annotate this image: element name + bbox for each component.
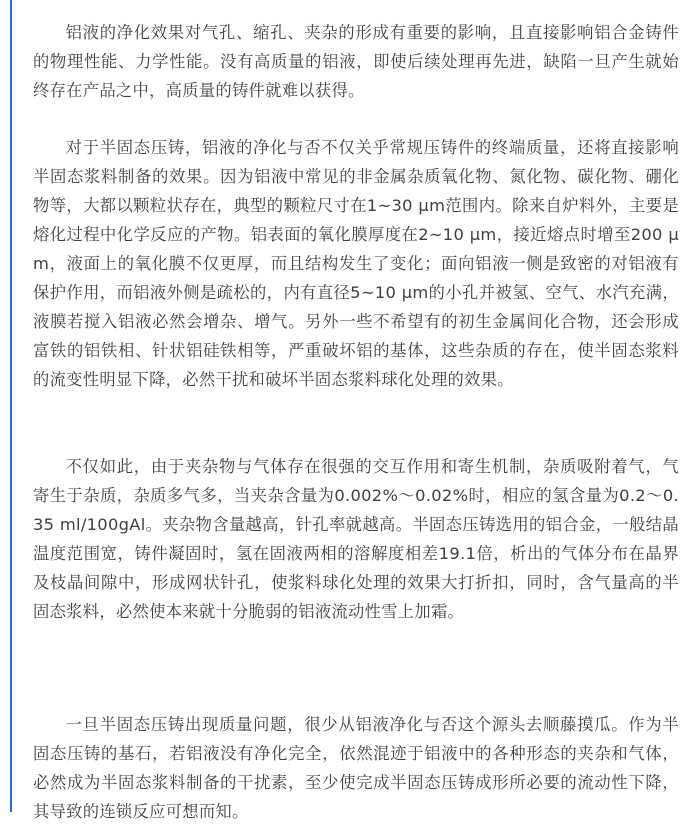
paragraph-3: 不仅如此，由于夹杂物与气体存在很强的交互作用和寄生机制，杂质吸附着气，气寄生于杂质，杂质多气多，当夹杂含量为0.002%～0.02%时，相应的氢含量为0.2～0.35 ml/100gAl。夹杂物含量越高，针孔率就越高。半固态压铸选用的铝合金，一般结晶温度范围宽，铸件凝固时，氢在固液两相的溶解度相差19.1倍，析出的气体分布在晶界及枝晶间隙中，形成网状针孔，使浆料球化处理的效果大打折扣，同时，含气量高的半固态浆料，必然使本来就十分脆弱的铝液流动性雪上加霜。: [33, 457, 679, 621]
paragraph-1: 铝液的净化效果对气孔、缩孔、夹杂的形成有重要的影响，且直接影响铝合金铸件的物理性能、力学性能。没有高质量的铝液，即使后续处理再先进，缺陷一旦产生就始终存在产品之中，高质量的铸件就难以获得。: [33, 23, 679, 100]
paragraph-2: 对于半固态压铸，铝液的净化与否不仅关乎常规压铸件的终端质量，还将直接影响半固态浆料制备的效果。因为铝液中常见的非金属杂质氧化物、氮化物、碳化物、硼化物等，大都以颗粒状存在，典型的颗粒尺寸在1~30 μm范围内。除来自炉料外，主要是熔化过程中化学反应的产物。铝表面的氧化膜厚度在2~10 μm，接近熔点时增至200 μm，液面上的氧化膜不仅更厚，而且结构发生了变化；面向铝液一侧是致密的对铝液有保护作用，而铝液外侧是疏松的，内有直径5~10 μm的小孔并被氢、空气、水汽充满，液膜若搅入铝液必然会增杂、增气。另外一些不希望有的初生金属间化合物，还会形成富铁的铝铁相、针状铝硅铁相等，严重破坏铝的基体，这些杂质的存在，使半固态浆料的流变性明显下降，必然干扰和破坏半固态浆料球化处理的效果。: [33, 138, 679, 389]
left-border-line: [10, 0, 12, 812]
paragraph-4: 一旦半固态压铸出现质量问题，很少从铝液净化与否这个源头去顺藤摸瓜。作为半固态压铸的基石，若铝液没有净化完全，依然混迹于铝液中的各种形态的夹杂和气体，必然成为半固态浆料制备的干扰素，至少使完成半固态压铸成形所必要的流动性下降，其导致的连锁反应可想而知。: [33, 715, 679, 821]
